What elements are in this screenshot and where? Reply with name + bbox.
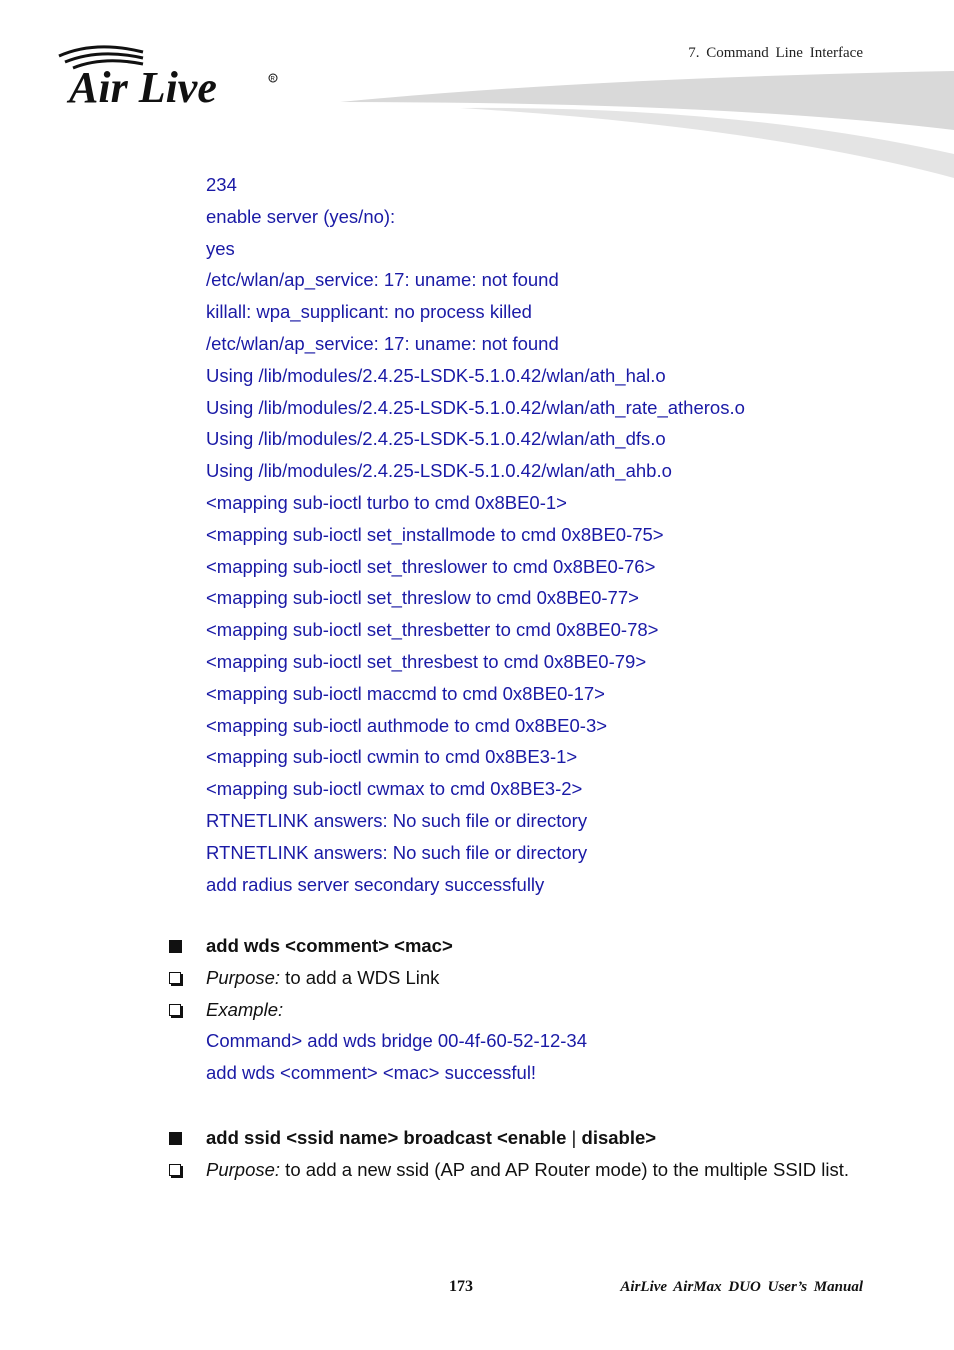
code-line: RTNETLINK answers: No such file or directory [206, 809, 588, 831]
purpose-line [206, 1158, 856, 1181]
code-line: <mapping sub-ioctl cwmin to cmd 0x8BE3-1> [206, 746, 578, 768]
code-line: Using /lib/modules/2.4.25-LSDK-5.1.0.42/wlan/ath_dfs.o [206, 428, 666, 450]
code-line: Using /lib/modules/2.4.25-LSDK-5.1.0.42/wlan/ath_ahb.o [206, 460, 672, 482]
example-code-line: Command> add wds bridge 00-4f-60-52-12-34 [206, 1030, 588, 1052]
section-add-ssid [0, 1124, 954, 1206]
heading-part: add ssid [206, 1127, 287, 1148]
purpose-label: Purpose: [206, 966, 281, 988]
code-line: <mapping sub-ioctl set_threslow to cmd 0x8BE0-77> [206, 587, 639, 609]
square-bullet-icon [169, 940, 182, 953]
code-line: <mapping sub-ioctl set_thresbetter to cmd 0x8BE0-78> [206, 619, 659, 641]
heading-part: broadcast [398, 1127, 497, 1148]
svg-text:Air Live: Air Live [69, 63, 217, 112]
code-line: <mapping sub-ioctl maccmd to cmd 0x8BE0-17> [206, 682, 605, 704]
section-heading: add wds <comment> <mac> [206, 935, 453, 956]
code-line: killall: wpa_supplicant: no process killed [206, 301, 532, 323]
purpose-text: to add a new ssid (AP and AP Router mode) to the multiple SSID list. [280, 1158, 850, 1180]
heading-separator: | [566, 1127, 582, 1148]
section-add-wds [0, 932, 954, 1091]
manual-title: AirLive AirMax DUO User’s Manual [620, 1279, 863, 1295]
code-line: enable server (yes/no): [206, 205, 396, 227]
code-line: Using /lib/modules/2.4.25-LSDK-5.1.0.42/wlan/ath_rate_atheros.o [206, 396, 745, 418]
header-swoosh [340, 66, 954, 181]
code-line: yes [206, 237, 235, 259]
code-line: RTNETLINK answers: No such file or directory [206, 841, 588, 863]
code-line: 234 [206, 174, 237, 195]
heading-part: <enable [497, 1127, 567, 1148]
checkbox-bullet-icon [169, 1164, 181, 1176]
code-line: <mapping sub-ioctl cwmax to cmd 0x8BE3-2> [206, 778, 583, 800]
example-code-line: add wds <comment> <mac> successful! [206, 1062, 537, 1084]
svg-text:R: R [270, 76, 275, 83]
example-line [206, 998, 283, 1021]
code-line: /etc/wlan/ap_service: 17: uname: not found [206, 332, 559, 354]
code-line: Using /lib/modules/2.4.25-LSDK-5.1.0.42/wlan/ath_hal.o [206, 364, 666, 386]
purpose-label: Purpose: [206, 1158, 281, 1180]
square-bullet-icon [169, 1132, 182, 1145]
code-line: <mapping sub-ioctl turbo to cmd 0x8BE0-1> [206, 491, 567, 513]
code-line: add radius server secondary successfully [206, 873, 545, 895]
purpose-line [206, 966, 439, 989]
code-line: <mapping sub-ioctl set_threslower to cmd 0x8BE0-76> [206, 555, 656, 577]
heading-part: disable> [581, 1127, 657, 1148]
code-line: <mapping sub-ioctl set_thresbest to cmd 0x8BE0-79> [206, 650, 647, 672]
code-line: /etc/wlan/ap_service: 17: uname: not found [206, 269, 559, 291]
code-line: <mapping sub-ioctl set_installmode to cmd 0x8BE0-75> [206, 523, 664, 545]
checkbox-bullet-icon [169, 1004, 181, 1016]
example-label: Example: [206, 998, 284, 1020]
airlive-logo [55, 42, 285, 112]
heading-part: <ssid name> [286, 1127, 399, 1148]
code-line: <mapping sub-ioctl authmode to cmd 0x8BE0-3> [206, 714, 608, 736]
code-output [206, 169, 745, 900]
page-number: 173 [449, 1278, 473, 1295]
section-heading [206, 1126, 656, 1149]
purpose-text: to add a WDS Link [280, 966, 440, 988]
chapter-title: 7. Command Line Interface [688, 45, 863, 61]
checkbox-bullet-icon [169, 972, 181, 984]
